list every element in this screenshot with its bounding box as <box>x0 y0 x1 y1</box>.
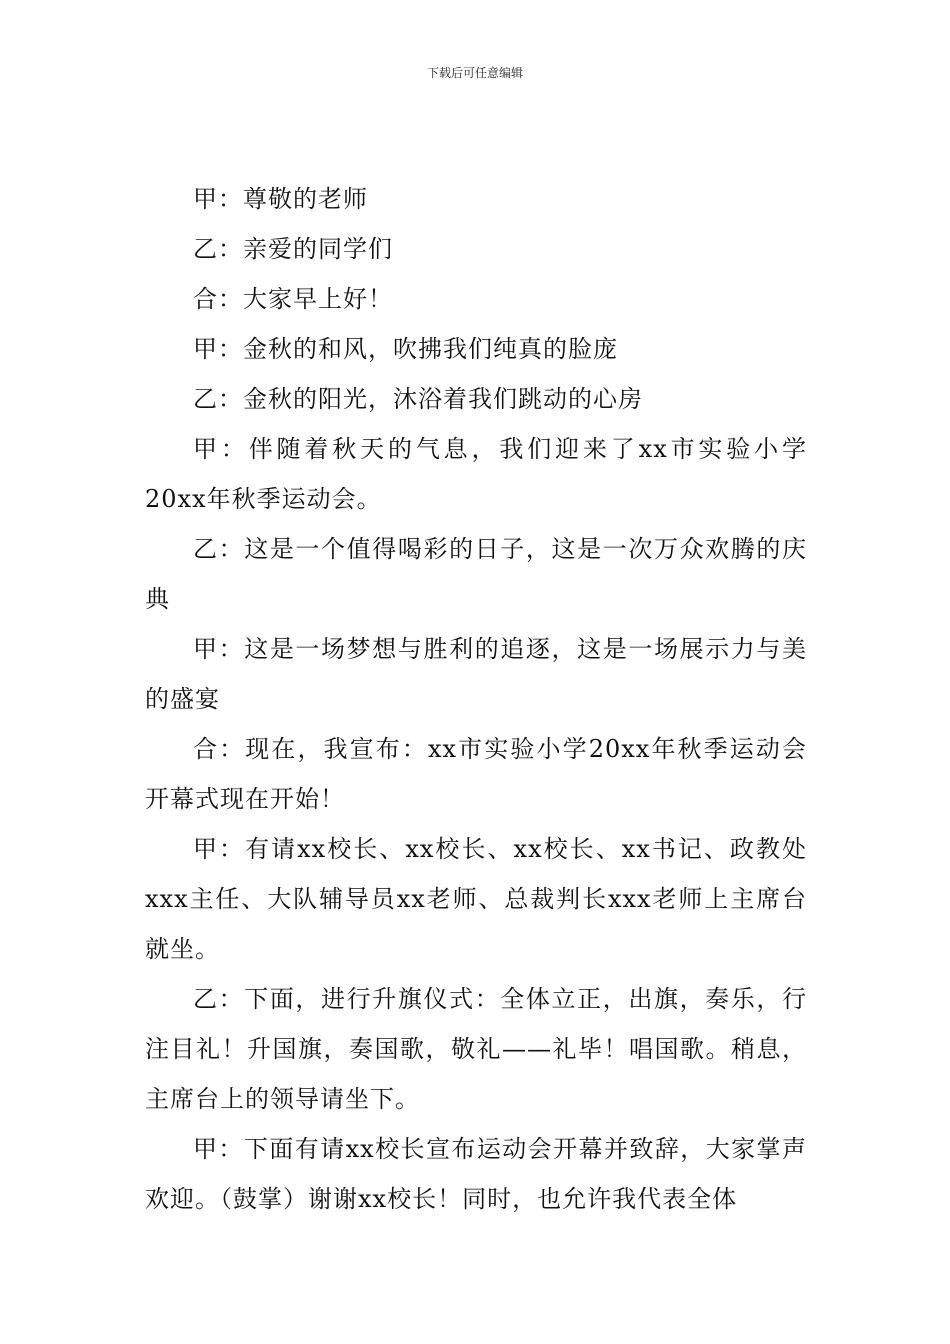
paragraph: 甲：金秋的和风，吹拂我们纯真的脸庞 <box>193 335 618 363</box>
paragraph: 乙：这是一个值得喝彩的日子，这是一次万众欢腾的庆典 <box>145 535 807 613</box>
paragraph: 甲：这是一场梦想与胜利的追逐，这是一场展示力与美的盛宴 <box>145 635 807 713</box>
paragraph: 甲：尊敬的老师 <box>193 185 368 213</box>
paragraph: 甲：下面有请xx校长宣布运动会开幕并致辞，大家掌声欢迎。（鼓掌）谢谢xx校长！同时，也允许我代表全体 <box>145 1135 807 1213</box>
paragraph: 甲：有请xx校长、xx校长、xx校长、xx书记、政教处xxx主任、大队辅导员xx老师、总裁判长xxx老师上主席台就坐。 <box>145 835 807 963</box>
document-body <box>145 174 807 1224</box>
paragraph: 合：现在，我宣布：xx市实验小学20xx年秋季运动会开幕式现在开始！ <box>145 735 807 813</box>
paragraph: 甲：伴随着秋天的气息，我们迎来了xx市实验小学20xx年秋季运动会。 <box>145 435 807 513</box>
paragraph: 合：大家早上好！ <box>193 285 393 313</box>
paragraph: 乙：金秋的阳光，沐浴着我们跳动的心房 <box>193 385 643 413</box>
paragraph: 乙：下面，进行升旗仪式：全体立正，出旗，奏乐，行注目礼！升国旗，奏国歌，敬礼——礼毕！唱国歌。稍息，主席台上的领导请坐下。 <box>145 985 807 1113</box>
paragraph: 乙：亲爱的同学们 <box>193 235 393 263</box>
page-header: 下载后可任意编辑 <box>426 66 523 80</box>
